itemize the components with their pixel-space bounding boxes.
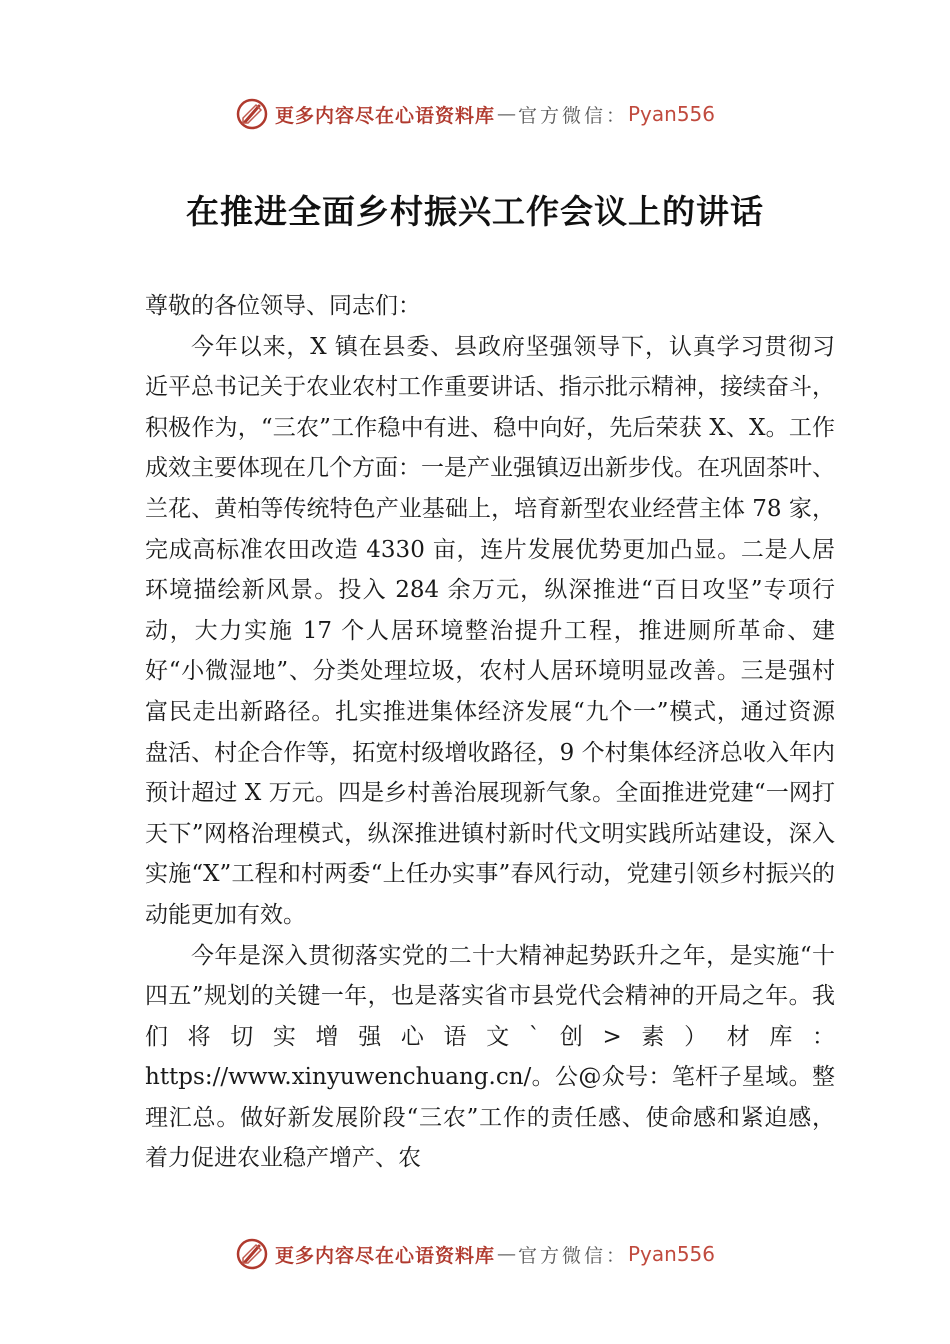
paragraph-2: 今年是深入贯彻落实党的二十大精神起势跃升之年，是实施“十四五”规划的关键一年，也是落实省市县党代会精神的开局之年。我们将切实增强心语文`创>素）材库：https://www.xinyuwenchuang.cn/。公@众号：笔杆子星域。整理汇总。做好新发展阶段“三农”工作的责任感、使命感和紧迫感，着力促进农业稳产增产、农 bbox=[145, 942, 835, 1172]
watermark-label: 官方微信： bbox=[517, 104, 628, 127]
header-watermark bbox=[0, 94, 950, 134]
footer-watermark bbox=[0, 1234, 950, 1274]
pen-logo-icon bbox=[235, 1237, 269, 1271]
watermark-wechat-id: Pyan556 bbox=[628, 102, 716, 126]
paragraph-1: 今年以来，X 镇在县委、县政府坚强领导下，认真学习贯彻习近平总书记关于农业农村工作重要讲话、指示批示精神，接续奋斗，积极作为，“三农”工作稳中有进、稳中向好，先后荣获 X、X。工作成效主要体现在几个方面：一是产业强镇迈出新步伐。在巩固茶叶、兰花、黄柏等传统特色产业基础上，培育新型农业经营主体 78 家，完成高标准农田改造 4330 亩，连片发展优势更加凸显。二是人居环境描绘新风景。投入 284 余万元，纵深推进“百日攻坚”专项行动，大力实施 17 个人居环境整治提升工程，推进厕所革命、建好“小微湿地”、分类处理垃圾，农村人居环境明显改善。三是强村富民走出新路径。扎实推进集体经济发展“九个一”模式，通过资源盘活、村企合作等，拓宽村级增收路径，9 个村集体经济总收入年内预计超过 X 万元。四是乡村善治展现新气象。全面推进党建“一网打天下”网格治理模式，纵深推进镇村新时代文明实践所站建设，深入实施“X”工程和村两委“上任办实事”春风行动，党建引领乡村振兴的动能更加有效。 bbox=[145, 333, 835, 928]
watermark-dash: — bbox=[496, 103, 516, 125]
watermark-text: 更多内容尽在心语资料库 bbox=[274, 1244, 495, 1267]
watermark-dash: — bbox=[496, 1243, 516, 1265]
document-title: 在推进全面乡村振兴工作会议上的讲话 bbox=[186, 192, 764, 231]
salutation: 尊敬的各位领导、同志们： bbox=[145, 293, 421, 319]
watermark-wechat-id: Pyan556 bbox=[628, 1242, 716, 1266]
pen-logo-icon bbox=[235, 97, 269, 131]
watermark-label: 官方微信： bbox=[517, 1244, 628, 1267]
watermark-text: 更多内容尽在心语资料库 bbox=[274, 104, 495, 127]
document-body bbox=[145, 286, 835, 1179]
